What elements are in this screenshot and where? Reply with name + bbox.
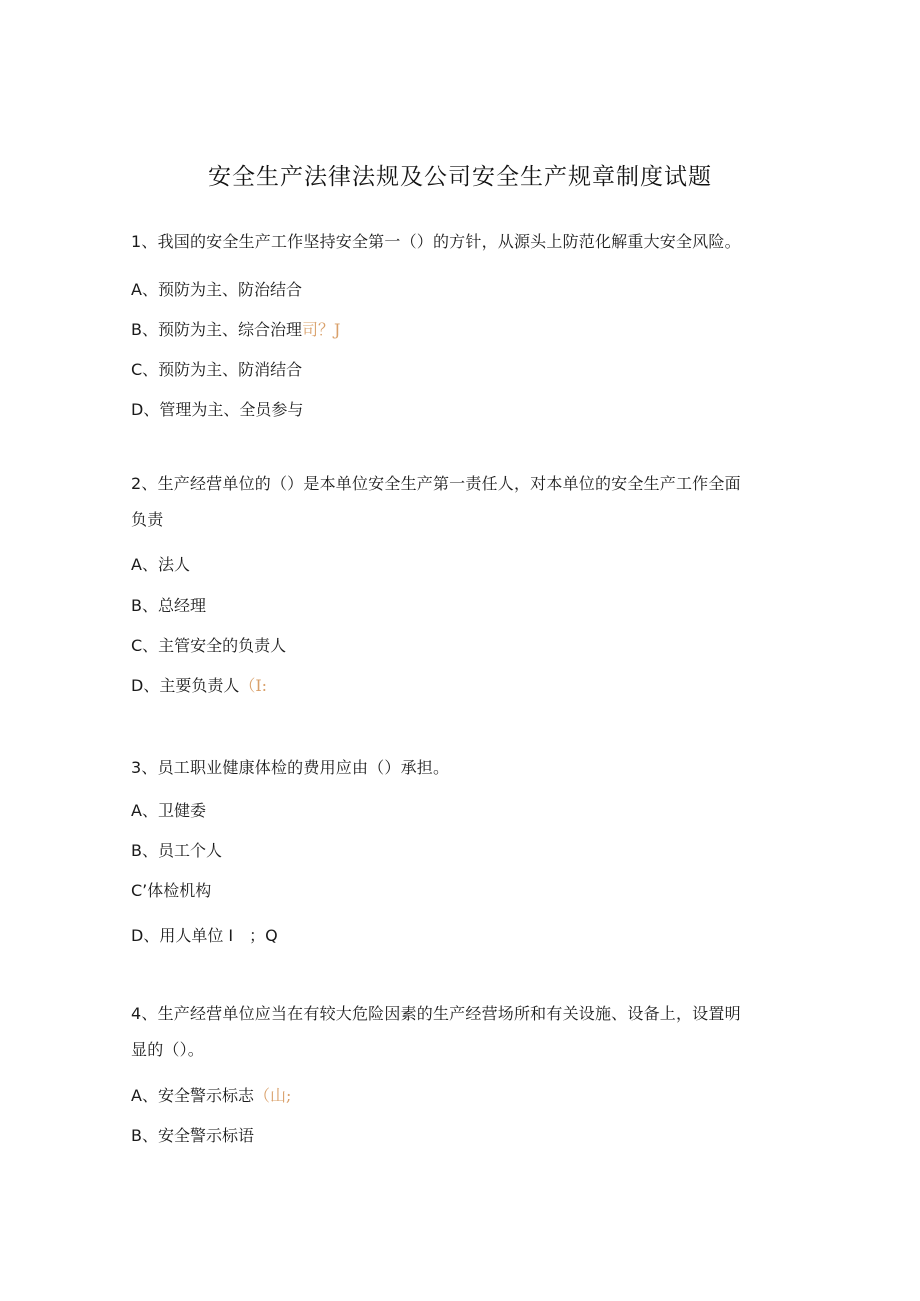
option-text: B、总经理 [131,596,206,615]
answer-mark: 司？J [301,320,341,339]
question-3-option-d [131,926,278,946]
question-2-text-line-1: 2、生产经营单位的（）是本单位安全生产第一责任人，对本单位的安全生产工作全面 [131,474,741,493]
option-text: A、卫健委 [131,801,206,820]
answer-mark: （山; [253,1086,292,1105]
option-text: A、法人 [131,555,190,574]
question-4-text-line-2: 显的（）。 [131,1040,205,1059]
option-text: B、预防为主、综合治理 [131,320,302,339]
question-3-option-a [131,801,206,821]
option-text: D、主要负责人 [131,676,240,695]
question-2-option-a [131,555,190,575]
option-text: C、预防为主、防消结合 [131,360,303,379]
option-text: A、安全警示标志 [131,1086,254,1105]
question-3-text: 3、员工职业健康体检的费用应由（）承担。 [131,758,450,777]
question-3-option-c [131,881,211,901]
option-text: C、主管安全的负责人 [131,636,287,655]
option-text: B、安全警示标语 [131,1126,254,1145]
question-4-option-a [131,1086,291,1106]
answer-mark: （I: [239,676,268,695]
question-2-option-b [131,596,206,616]
question-1-option-c [131,360,302,380]
question-2-option-c [131,636,286,656]
question-4-option-b [131,1126,254,1146]
question-2-option-d [131,676,267,696]
question-2-text-line-2: 负责 [131,510,164,529]
question-1-option-a [131,280,302,300]
option-text: C’体检机构 [131,881,212,900]
option-text: D、用人单位 I ；Q [131,926,278,945]
question-4-text-line-1: 4、生产经营单位应当在有较大危险因素的生产经营场所和有关设施、设备上，设置明 [131,1004,741,1023]
question-1-text: 1、我国的安全生产工作坚持安全第一（）的方针，从源头上防范化解重大安全风险。 [131,232,741,251]
question-3-option-b [131,841,222,861]
option-text: D、管理为主、全员参与 [131,400,304,419]
question-1-option-b [131,320,340,340]
page-title: 安全生产法律法规及公司安全生产规章制度试题 [208,164,712,190]
question-1-option-d [131,400,303,420]
option-text: A、预防为主、防治结合 [131,280,302,299]
option-text: B、员工个人 [131,841,222,860]
